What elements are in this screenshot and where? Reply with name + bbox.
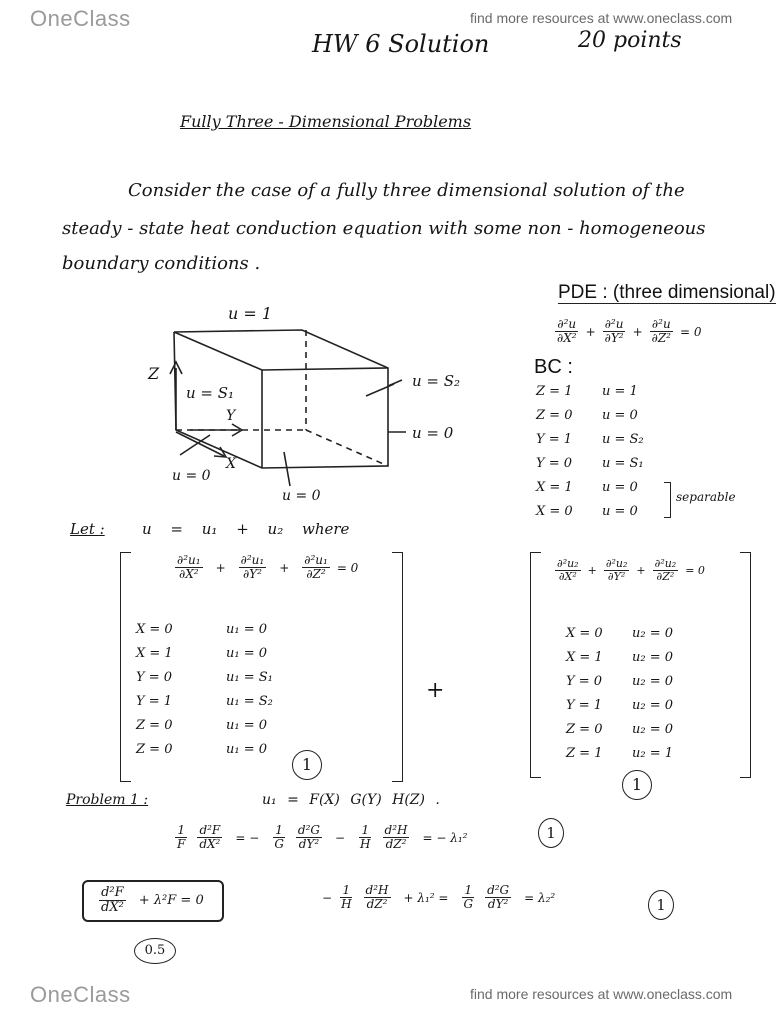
- intro-line-2: steady - state heat conduction equation with some non - homogeneous: [62, 218, 706, 239]
- oneclass-logo-bottom[interactable]: OneClass: [30, 982, 131, 1007]
- pde-heading: PDE : (three dimensional): [558, 282, 776, 303]
- bc-values: u = 1 u = 0 u = S₂ u = S₁ u = 0 u = 0: [602, 384, 644, 519]
- cube-right-upper-label: u = S₂: [412, 372, 461, 390]
- boxed-score-mark: 0.5: [134, 938, 176, 964]
- bc-vars: Z = 1 Z = 0 Y = 1 Y = 0 X = 1 X = 0: [536, 384, 573, 519]
- oneclass-logo-top[interactable]: OneClass: [30, 6, 131, 31]
- left-system-bracket-open: [120, 552, 131, 782]
- left-system-bracket-close: [392, 552, 403, 782]
- cube-z-axis: Z: [148, 364, 160, 383]
- cube-x-axis: X: [226, 456, 236, 472]
- let-label: Let :: [70, 520, 105, 538]
- left-system-score-mark: 1: [292, 750, 322, 780]
- pde-equation: $\frac{\text{∂²u}}{\text{∂X²}}$ + $\frac{\text{∂²u}}{\text{∂Y²}}$ + $\frac{\text{∂²u}}{\text{∂Z²}}$ = 0: [557, 317, 702, 346]
- problem1-product: u₁ = F(X) G(Y) H(Z) .: [262, 792, 440, 808]
- problem1-label: Problem 1 :: [66, 792, 149, 808]
- intro-line-3: boundary conditions .: [62, 253, 261, 274]
- second-separation-score-mark: 1: [648, 890, 674, 920]
- left-system-equation: $\frac{\text{∂²u₁}}{\text{∂X²}}$ + $\frac{\text{∂²u₁}}{\text{∂Y²}}$ + $\frac{\text{∂²u₁}}{\text{∂Z²}}$ = 0: [177, 553, 359, 582]
- cube-top-label: u = 1: [228, 304, 273, 323]
- intro-line-1: Consider the case of a fully three dimensional solution of the: [128, 180, 685, 201]
- separation-score-mark: 1: [538, 818, 564, 848]
- right-system-values: u₂ = 0 u₂ = 0 u₂ = 0 u₂ = 0 u₂ = 0 u₂ = 1: [632, 626, 674, 761]
- second-separation-equation: − $\frac{1}{H}$ $\frac{\text{d²H}}{\text{dZ²}}$ + λ₁² = $\frac{1}{G}$ $\frac{\text{d²G}}{\text{dY²}}$ = λ₂²: [322, 883, 556, 912]
- boxed-f-equation: $\frac{\text{d²F}}{\text{dX²}}$ + λ²F = 0: [82, 880, 224, 922]
- bc-heading: BC :: [534, 356, 573, 378]
- right-system-score-mark: 1: [622, 770, 652, 800]
- points-label: 20 points: [578, 28, 682, 53]
- plus-sign: +: [426, 678, 445, 703]
- cube-y-axis: Y: [226, 408, 236, 424]
- cube-front-label: u = S₁: [186, 384, 235, 402]
- cube-bottom-label: u = 0: [282, 488, 321, 504]
- right-system-bracket-open: [530, 552, 541, 778]
- page-title: HW 6 Solution: [312, 30, 490, 58]
- right-system-vars: X = 0 X = 1 Y = 0 Y = 1 Z = 0 Z = 1: [566, 626, 603, 761]
- resources-link-top[interactable]: find more resources at www.oneclass.com: [470, 10, 733, 26]
- left-system-values: u₁ = 0 u₁ = 0 u₁ = S₁ u₁ = S₂ u₁ = 0 u₁ = 0: [226, 622, 273, 757]
- cube-right-lower-label: u = 0: [412, 424, 454, 442]
- section-title: Fully Three - Dimensional Problems: [180, 112, 472, 131]
- resources-link-bottom[interactable]: find more resources at www.oneclass.com: [470, 986, 733, 1002]
- let-expression: u = u₁ + u₂ where: [142, 520, 350, 538]
- bc-separable-note: separable: [676, 490, 736, 504]
- right-system-bracket-close: [740, 552, 751, 778]
- right-system-equation: $\frac{\text{∂²u₂}}{\text{∂X²}}$ + $\frac{\text{∂²u₂}}{\text{∂Y²}}$ + $\frac{\text{∂²u₂}}{\text{∂Z²}}$ = 0: [557, 557, 705, 584]
- cube-diagram: [130, 290, 490, 520]
- bc-brace: [664, 482, 671, 518]
- cube-bottom-left-label: u = 0: [172, 468, 211, 484]
- left-system-vars: X = 0 X = 1 Y = 0 Y = 1 Z = 0 Z = 0: [136, 622, 173, 757]
- separation-equation: $\frac{1}{F}$ $\frac{\text{d²F}}{\text{dX²}}$ = − $\frac{1}{G}$ $\frac{\text{d²G}}{\text{dY²}}$ − $\frac{1}{H}$ $\frac{\text{d²H}}{\text{dZ²}}$ = − λ₁²: [177, 823, 468, 852]
